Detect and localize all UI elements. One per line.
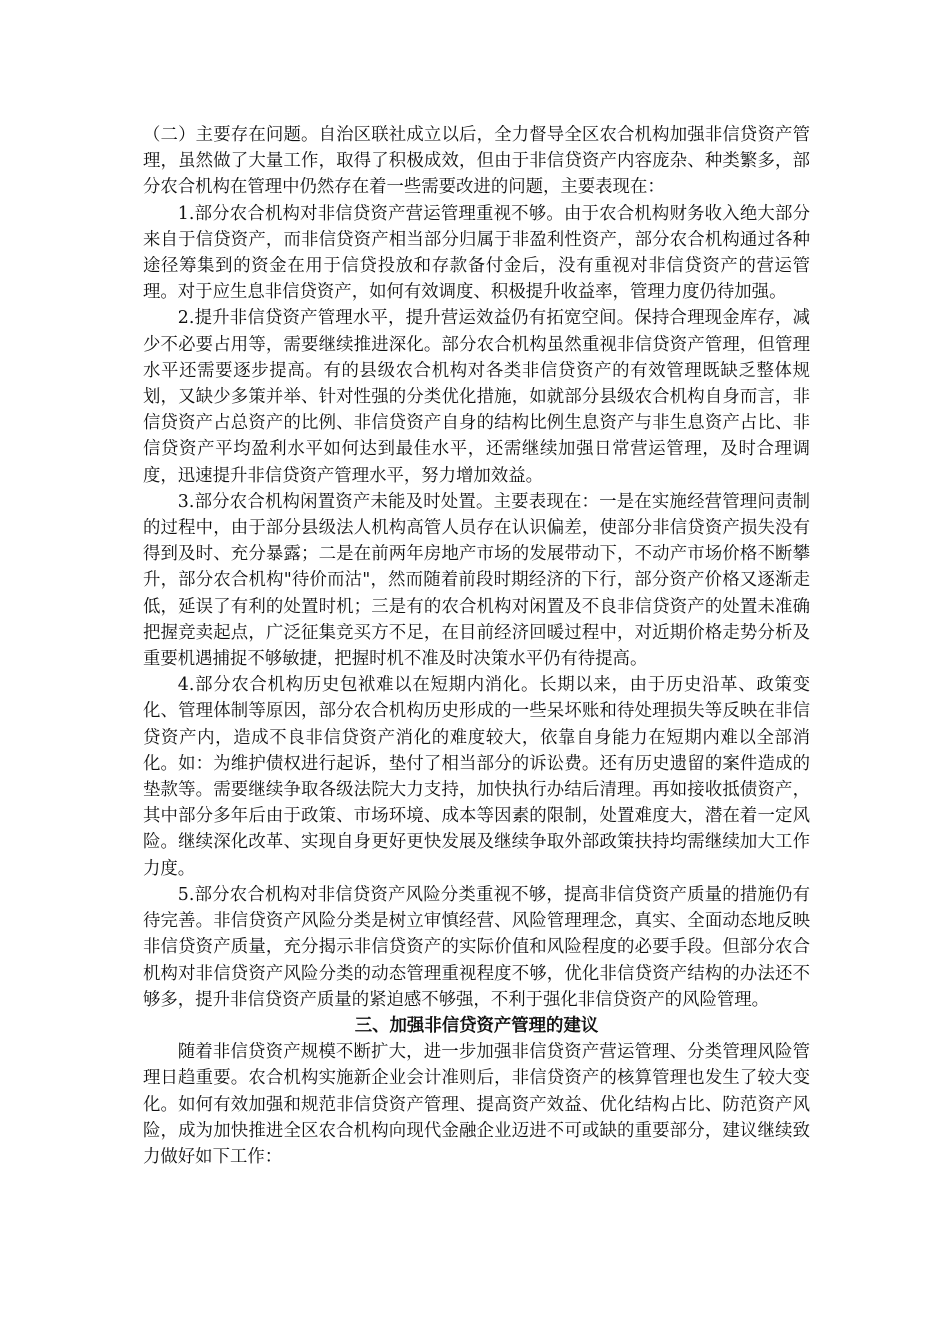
section-heading: 三、加强非信贷资产管理的建议 xyxy=(354,1015,599,1036)
paragraph-recommendations-intro: 随着非信贷资产规模不断扩大，进一步加强非信贷资产营运管理、分类管理风险管理日趋重要。农合机构实施新企业会计准则后，非信贷资产的核算管理也发生了较大变化。如何有效加强和规范非信贷资产管理、提高资产效益、优化结构占比、防范资产风险，成为加快推进全区农合机构向现代金融企业迈进不可或缺的重要部分，建议继续致力做好如下工作： xyxy=(143,1042,810,1167)
paragraph-point-5: 5.部分农合机构对非信贷资产风险分类重视不够，提高非信贷资产质量的措施仍有待完善。非信贷资产风险分类是树立审慎经营、风险管理理念，真实、全面动态地反映非信贷资产质量，充分揭示非信贷资产的实际价值和风险程度的必要手段。但部分农合机构对非信贷资产风险分类的动态管理重视程度不够，优化非信贷资产结构的办法还不够多，提升非信贷资产质量的紧迫感不够强，不利于强化非信贷资产的风险管理。 xyxy=(143,884,810,1010)
paragraph-point-1: 1.部分农合机构对非信贷资产营运管理重视不够。由于农合机构财务收入绝大部分来自于信贷资产，而非信贷资产相当部分归属于非盈利性资产，部分农合机构通过各种途径筹集到的资金在用于信贷投放和存款备付金后，没有重视对非信贷资产的营运管理。对于应生息非信贷资产，如何有效调度、积极提升收益率，管理力度仍待加强。 xyxy=(143,203,810,303)
paragraph-main-problems: （二）主要存在问题。自治区联社成立以后，全力督导全区农合机构加强非信贷资产管理，虽然做了大量工作，取得了积极成效，但由于非信贷资产内容庞杂、种类繁多，部分农合机构在管理中仍然存在着一些需要改进的问题，主要表现在： xyxy=(143,125,810,198)
paragraph-point-2: 2.提升非信贷资产管理水平，提升营运效益仍有拓宽空间。保持合理现金库存，减少不必要占用等，需要继续推进深化。部分农合机构虽然重视非信贷资产管理，但管理水平还需要逐步提高。有的县级农合机构对各类非信贷资产的有效管理既缺乏整体规划，又缺少多策并举、针对性强的分类优化措施，如就部分县级农合机构自身而言，非信贷资产占总资产的比例、非信贷资产自身的结构比例生息资产与非生息资产占比、非信贷资产平均盈利水平如何达到最佳水平，还需继续加强日常营运管理，及时合理调度，迅速提升非信贷资产管理水平，努力增加效益。 xyxy=(143,308,810,486)
paragraph-point-4: 4.部分农合机构历史包袱难以在短期内消化。长期以来，由于历史沿革、政策变化、管理体制等原因，部分农合机构历史形成的一些呆坏账和待处理损失等反映在非信贷资产内，造成不良非信贷资产消化的难度较大，依靠自身能力在短期内难以全部消化。如：为维护债权进行起诉，垫付了相当部分的诉讼费。还有历史遗留的案件造成的垫款等。需要继续争取各级法院大力支持，加快执行办结后清理。再如接收抵债资产，其中部分多年后由于政策、市场环境、成本等因素的限制，处置难度大，潜在着一定风险。继续深化改革、实现自身更好更快发展及继续争取外部政策扶持均需继续加大工作力度。 xyxy=(143,675,810,879)
document-page xyxy=(143,122,810,1170)
paragraph-point-3: 3.部分农合机构闲置资产未能及时处置。主要表现在：一是在实施经营管理问责制的过程中，由于部分县级法人机构高管人员存在认识偏差，使部分非信贷资产损失没有得到及时、充分暴露；二是在前两年房地产市场的发展带动下，不动产市场价格不断攀升，部分农合机构"待价而沽"，然而随着前段时期经济的下行，部分资产价格又逐渐走低，延误了有利的处置时机；三是有的农合机构对闲置及不良非信贷资产的处置未准确把握竞卖起点，广泛征集竞买方不足，在目前经济回暖过程中，对近期价格走势分析及重要机遇捕捉不够敏捷，把握时机不准及时决策水平仍有待提高。 xyxy=(143,491,810,670)
